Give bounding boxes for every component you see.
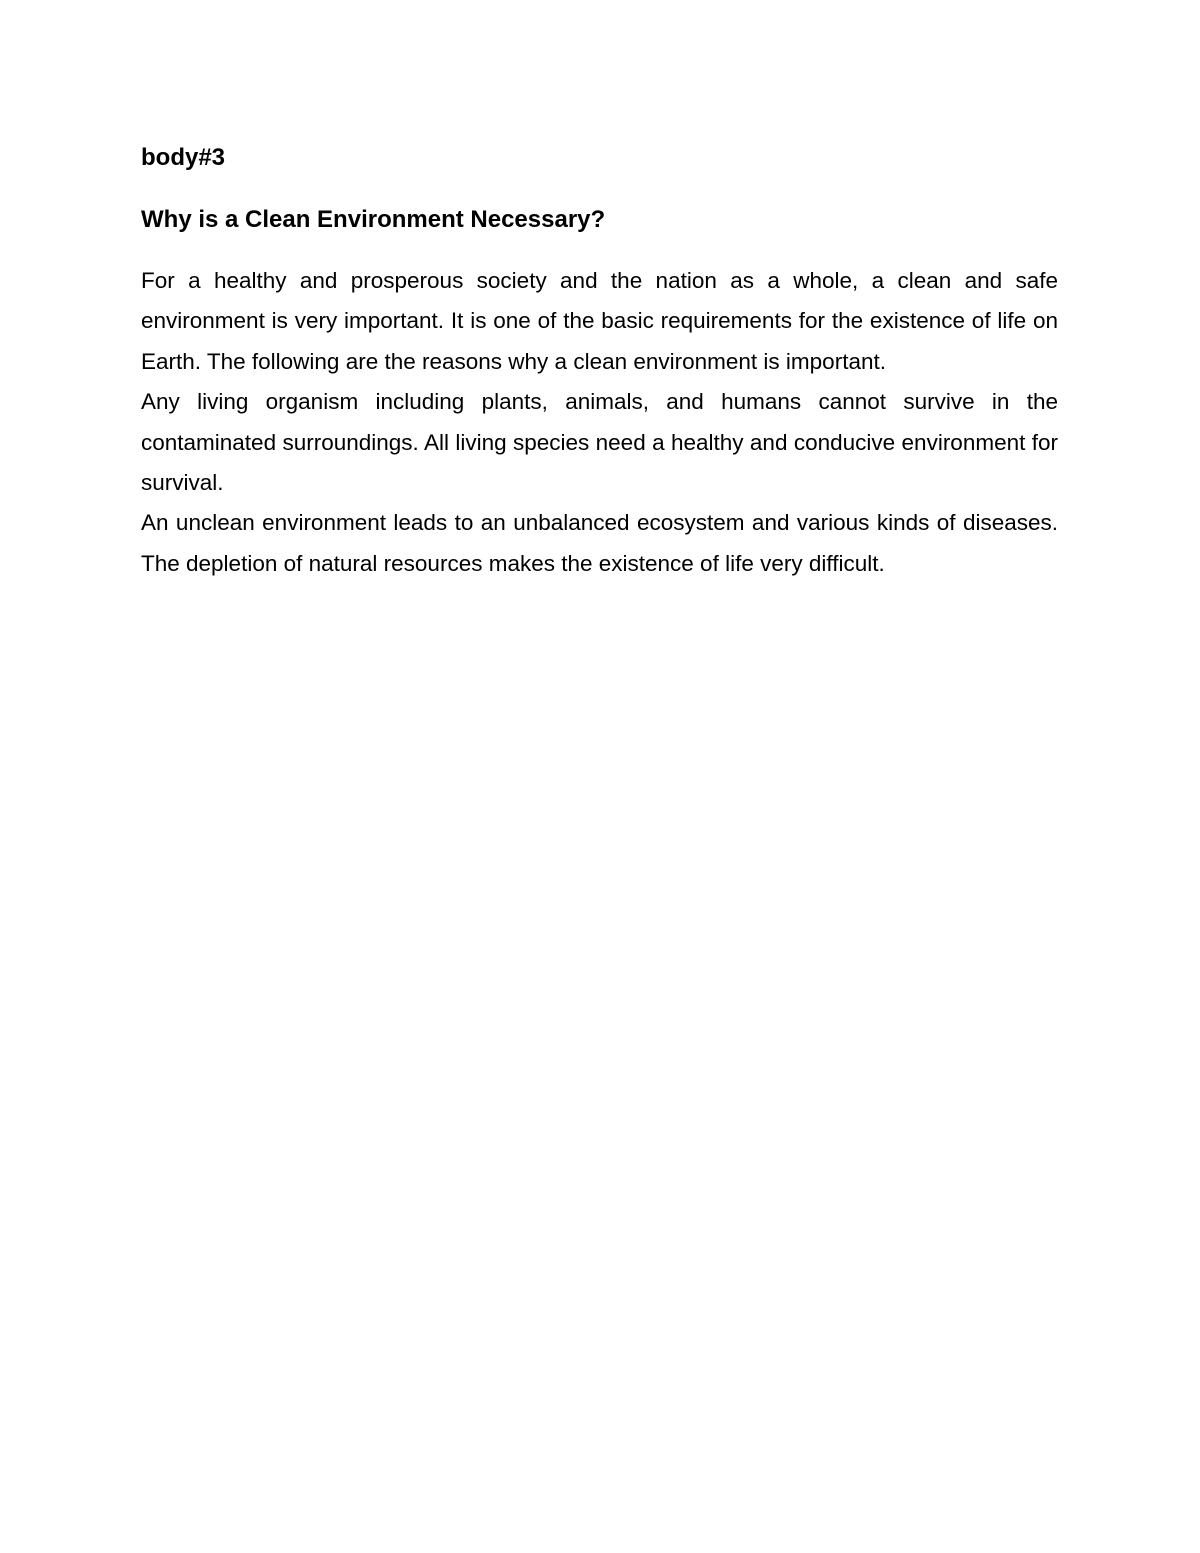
document-content [141, 138, 1058, 584]
paragraph-living-organisms: Any living organism including plants, animals, and humans cannot survive in the contaminated surroundings. All living species need a healthy and conducive environment for survival. [141, 389, 1058, 496]
paragraph-intro: For a healthy and prosperous society and the nation as a whole, a clean and safe environment is very important. It is one of the basic requirements for the existence of life on Earth. The following are the reasons why a clean environment is important. [141, 268, 1058, 374]
body-text [141, 261, 1058, 584]
paragraph-unclean-environment: An unclean environment leads to an unbalanced ecosystem and various kinds of diseases. The depletion of natural resources makes the existence of life very difficult. [141, 510, 1058, 576]
section-heading: Why is a Clean Environment Necessary? [141, 206, 606, 233]
section-label: body#3 [141, 144, 226, 171]
